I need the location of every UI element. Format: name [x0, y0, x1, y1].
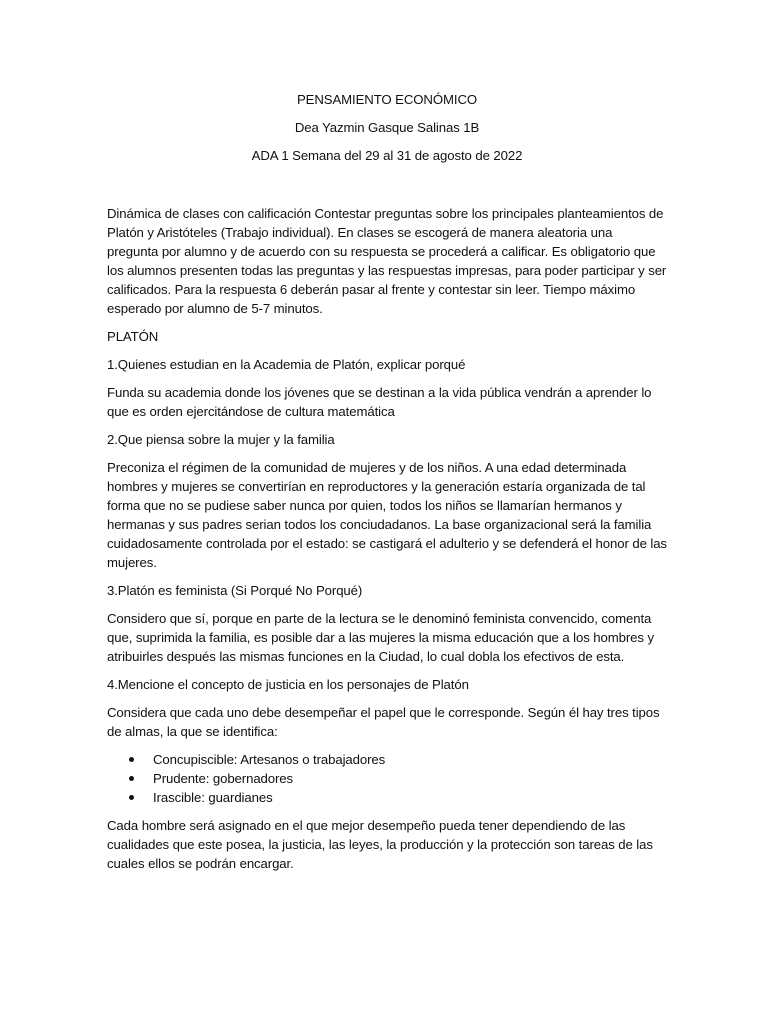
question-3: 3.Platón es feminista (Si Porqué No Porqué) — [107, 583, 363, 598]
document-content — [107, 90, 667, 882]
list-item-text: Irascible: guardianes — [153, 790, 273, 805]
answer-3: Considero que sí, porque en parte de la lectura se le denominó feminista convencido, comenta que, suprimida la familia, es posible dar a las mujeres la misma educación que a los hombres y atribuirles después las mismas funciones en la Ciudad, lo cual dobla los efectivos de esta. — [107, 611, 654, 664]
list-item — [129, 788, 667, 807]
closing-paragraph: Cada hombre será asignado en el que mejor desempeño pueda tener dependiendo de las cualidades que este posea, la justicia, las leyes, la producción y la protección son tareas de las cuales ellos se podrán encargar. — [107, 818, 653, 871]
answer-4: Considera que cada uno debe desempeñar el papel que le corresponde. Según él hay tres tipos de almas, la que se identifica: — [107, 705, 660, 739]
bullet-icon — [129, 795, 134, 800]
list-item-text: Concupiscible: Artesanos o trabajadores — [153, 752, 386, 767]
question-1: 1.Quienes estudian en la Academia de Platón, explicar porqué — [107, 357, 466, 372]
section-heading: PLATÓN — [107, 329, 159, 344]
document-title: PENSAMIENTO ECONÓMICO — [296, 92, 478, 107]
answer-2: Preconiza el régimen de la comunidad de mujeres y de los niños. A una edad determinada hombres y mujeres se convertirían en reproductores y la generación estaría organizada de tal forma que no se pudiese saber nunca por quien, todos los niños se llamarían hermanos y hermanas y sus padres serian todos los conciudadanos. La base organizacional será la familia cuidadosamente controlada por el estado: se castigará el adulterio y se defenderá el honor de las mujeres. — [107, 460, 667, 570]
list-item-text: Prudente: gobernadores — [153, 771, 294, 786]
soul-types-list — [107, 750, 667, 807]
intro-paragraph: Dinámica de clases con calificación Contestar preguntas sobre los principales planteamientos de Platón y Aristóteles (Trabajo individual). En clases se escogerá de manera aleatoria una pregunta por alumno y de acuerdo con su respuesta se procederá a calificar. Es obligatorio que los alumnos presenten todas las preguntas y las respuestas impresas, para poder participar y ser calificados. Para la respuesta 6 deberán pasar al frente y contestar sin leer. Tiempo máximo esperado por alumno de 5-7 minutos. — [107, 206, 667, 316]
list-item — [129, 750, 667, 769]
bullet-icon — [129, 776, 134, 781]
author-line: Dea Yazmin Gasque Salinas 1B — [294, 120, 480, 135]
assignment-subtitle: ADA 1 Semana del 29 al 31 de agosto de 2022 — [251, 148, 523, 163]
question-2: 2.Que piensa sobre la mujer y la familia — [107, 432, 335, 447]
list-item — [129, 769, 667, 788]
bullet-icon — [129, 757, 134, 762]
question-4: 4.Mencione el concepto de justicia en los personajes de Platón — [107, 677, 469, 692]
answer-1: Funda su academia donde los jóvenes que se destinan a la vida pública vendrán a aprender lo que es orden ejercitándose de cultura matemática — [107, 385, 652, 419]
